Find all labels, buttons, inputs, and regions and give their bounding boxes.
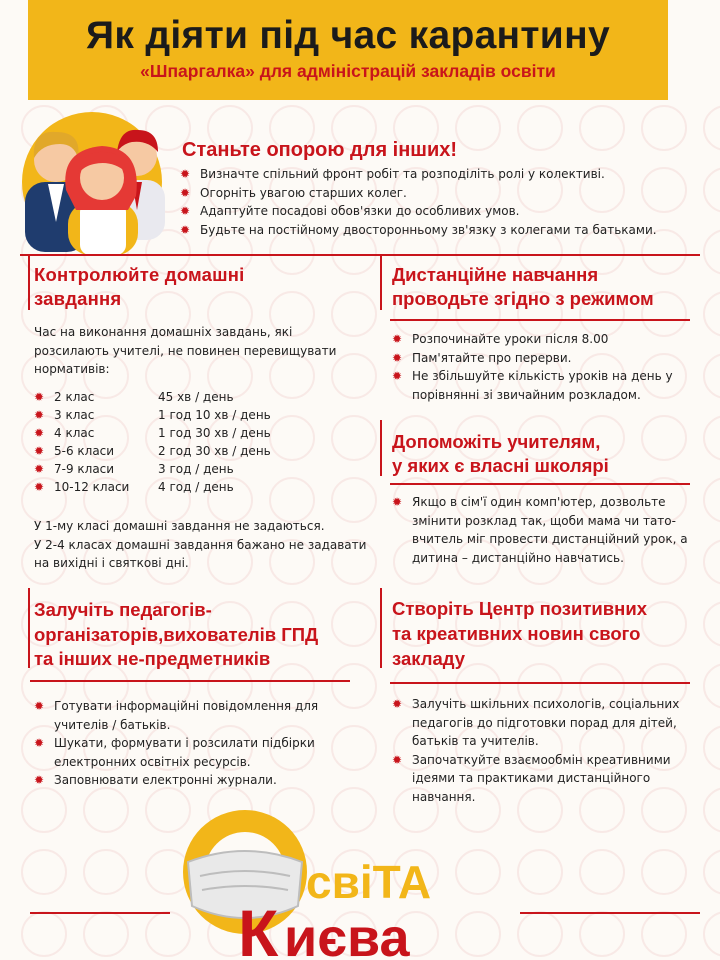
smiley-outline [703, 229, 720, 275]
smiley-outline [83, 911, 129, 957]
involve-list [34, 697, 354, 790]
divider [520, 912, 700, 914]
smiley-outline [703, 105, 720, 151]
smiley-outline [641, 105, 687, 151]
smiley-outline [703, 663, 720, 709]
grade-class: ✹ 2 клас [54, 390, 95, 404]
logo-word-osvita: свіТА [306, 856, 432, 908]
grade-row [34, 460, 334, 478]
divider [390, 682, 690, 684]
smiley-outline [331, 415, 377, 461]
smiley-outline [703, 539, 720, 585]
smiley-outline [641, 601, 687, 647]
divider [30, 912, 170, 914]
list-item: ✹ Шукати, формувати і розсилати підбірки електронних освітніх ресурсів. [34, 734, 354, 771]
smiley-outline [703, 725, 720, 771]
grade-time: 1 год 30 хв / день [158, 426, 271, 440]
grade-row [34, 406, 334, 424]
divider [380, 420, 382, 476]
list-item: ✹ Не збільшуйте кількість уроків на день у порівнянні зі звичайним розкладом. [392, 367, 712, 404]
divider [380, 588, 382, 668]
smiley-outline [21, 849, 67, 895]
list-item: ✹ Адаптуйте посадові обов'язки до особливих умов. [180, 202, 700, 221]
smiley-outline [517, 849, 563, 895]
divider [28, 254, 30, 310]
center-list [392, 695, 692, 807]
smiley-outline [331, 601, 377, 647]
support-title: Станьте опорою для інших! [182, 139, 458, 161]
smiley-outline [517, 911, 563, 957]
list-item: ✹ Готувати інформаційні повідомлення для учителів / батьків. [34, 697, 354, 734]
smiley-outline [703, 167, 720, 213]
list-item: ✹ Започаткуйте взаємообмін креативними ідеями та практиками дистанційного навчання. [392, 751, 692, 807]
smiley-outline [641, 849, 687, 895]
smiley-outline [579, 105, 625, 151]
homework-title: Контролюйте домашні завдання [34, 264, 245, 310]
list-item: ✹ Якщо в сім'ї один комп'ютер, дозвольте змінити розклад так, щоби мама чи тато-вчитель міг провести дистанційний урок, а дитина – дистанційно навчатись. [392, 493, 702, 567]
divider [28, 588, 30, 668]
homework-grades [34, 388, 334, 496]
list-item: ✹ Визначте спільний фронт робіт та розподіліть ролі у колективі. [180, 165, 700, 184]
grade-class: ✹ 7-9 класи [54, 462, 115, 476]
homework-intro: Час на виконання домашніх завдань, які розсилають учителі, не повинен перевищувати нормативів: [34, 325, 337, 377]
smiley-outline [641, 415, 687, 461]
divider [380, 254, 382, 310]
smiley-outline [579, 849, 625, 895]
divider [20, 254, 700, 256]
smiley-outline [21, 787, 67, 833]
grade-time: 4 год / день [158, 480, 234, 494]
smiley-outline [703, 477, 720, 523]
grade-class: ✹ 10-12 класи [54, 480, 130, 494]
divider [30, 680, 350, 682]
help-teachers-list [392, 493, 702, 567]
header-banner [28, 0, 668, 100]
smiley-outline [703, 787, 720, 833]
smiley-outline [579, 911, 625, 957]
list-item: ✹ Огорніть увагою старших колег. [180, 184, 700, 203]
support-list [180, 165, 700, 239]
page-title: Як діяти під час карантину [86, 14, 610, 57]
help-teachers-title: Допоможіть учителям, у яких є власні школярі [392, 431, 609, 477]
list-item: ✹ Пам'ятайте про перерви. [392, 349, 712, 368]
center-title: Створіть Центр позитивних та креативних новин свого закладу [392, 598, 648, 669]
grade-time: 2 год 30 хв / день [158, 444, 271, 458]
smiley-outline [455, 105, 501, 151]
homework-note: У 1-му класі домашні завдання не задаються. У 2-4 класах домашні завдання бажано не задавати на вихідні і святкові дні. [34, 519, 367, 571]
logo-letter-k: К [238, 896, 279, 960]
logo-word-kyieva: иєва [284, 908, 410, 960]
osvita-kyieva-logo [160, 810, 520, 960]
woman-center [65, 146, 138, 255]
list-item: ✹ Заповнювати електронні журнали. [34, 771, 354, 790]
grade-row [34, 442, 334, 460]
divider [390, 319, 690, 321]
grade-row [34, 388, 334, 406]
grade-time: 1 год 10 хв / день [158, 408, 271, 422]
list-item: ✹ Будьте на постійному двосторонньому зв'язку з колегами та батьками. [180, 221, 700, 240]
distance-list [392, 330, 712, 404]
smiley-outline [517, 105, 563, 151]
grade-row [34, 478, 334, 496]
smiley-outline [703, 849, 720, 895]
people-illustration [20, 110, 170, 255]
involve-title: Залучіть педагогів- організаторів,вихователів ГПД та інших не-предметників [34, 599, 319, 670]
list-item: ✹ Розпочинайте уроки після 8.00 [392, 330, 712, 349]
smiley-outline [83, 849, 129, 895]
grade-time: 3 год / день [158, 462, 234, 476]
smiley-outline [703, 911, 720, 957]
smiley-outline [641, 911, 687, 957]
smiley-outline [21, 911, 67, 957]
page-subtitle: «Шпаргалка» для адміністрацій закладів освіти [140, 61, 556, 81]
grade-row [34, 424, 334, 442]
grade-class: ✹ 3 клас [54, 408, 95, 422]
divider [390, 483, 690, 485]
smiley-outline [703, 415, 720, 461]
smiley-outline [703, 601, 720, 647]
distance-title: Дистанційне навчання проводьте згідно з режимом [392, 264, 654, 310]
list-item: ✹ Залучіть шкільних психологів, соціальних педагогів до підготовки порад для дітей, батьків та учителів. [392, 695, 692, 751]
grade-class: ✹ 4 клас [54, 426, 95, 440]
smiley-outline [83, 787, 129, 833]
grade-class: ✹ 5-6 класи [54, 444, 115, 458]
grade-time: 45 хв / день [158, 390, 234, 404]
